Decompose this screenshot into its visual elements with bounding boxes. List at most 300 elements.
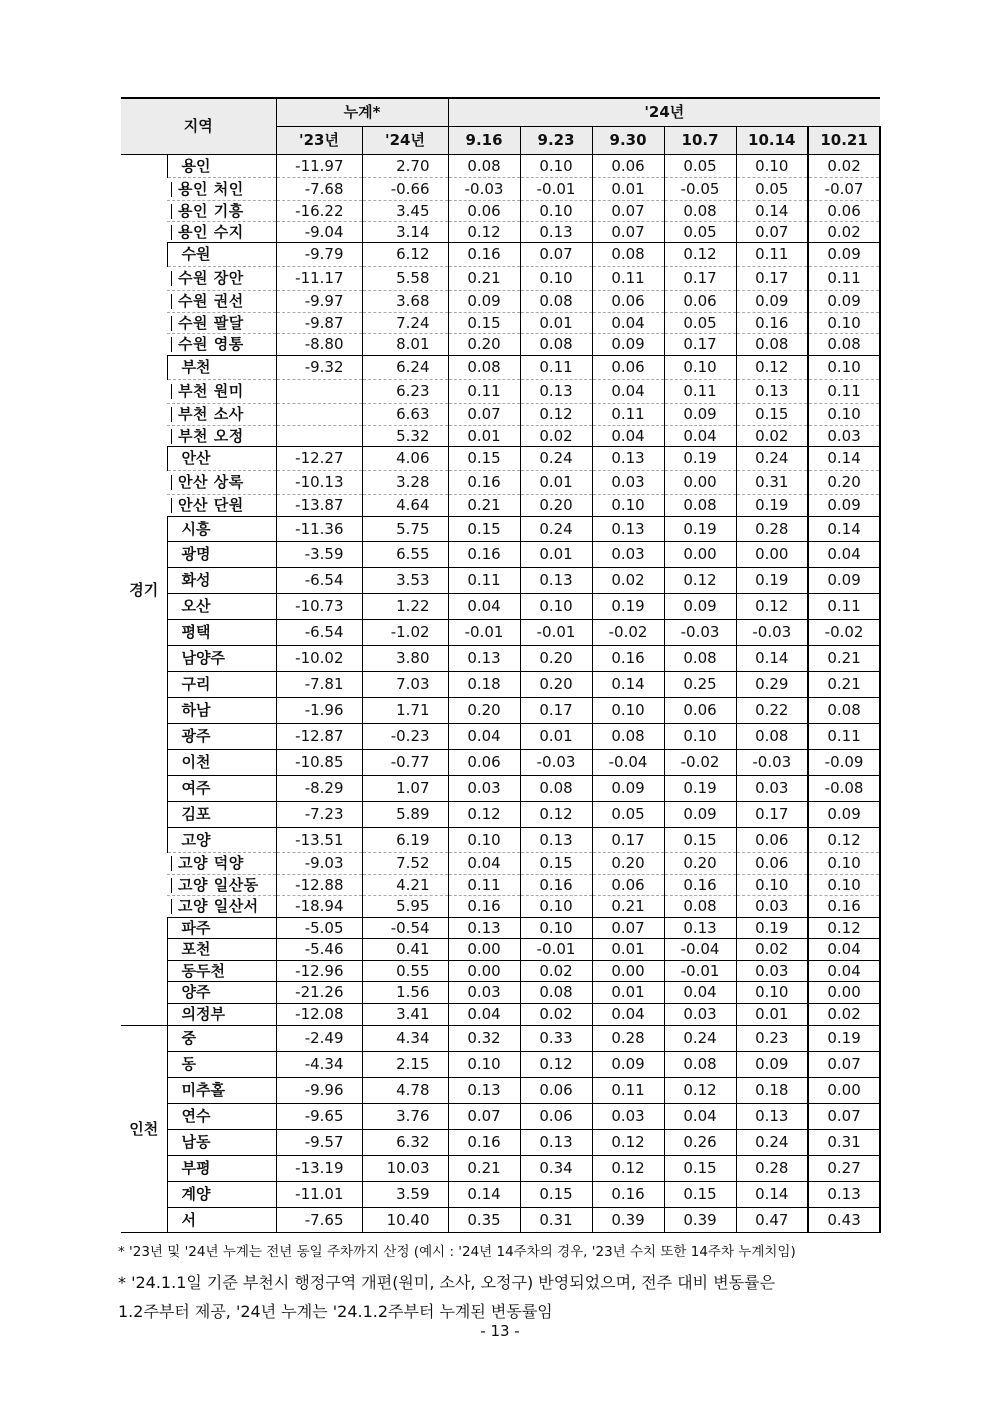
weekly-change-value: 0.17 (664, 267, 736, 291)
weekly-change-value: 0.02 (520, 426, 592, 447)
cumulative-value: -4.34 (276, 1052, 362, 1078)
cumulative-value: 6.55 (362, 542, 448, 568)
weekly-change-value: 0.09 (664, 802, 736, 828)
cumulative-value: 8.01 (362, 334, 448, 356)
district-name (167, 875, 276, 896)
table-row (121, 517, 880, 542)
cumulative-value: -6.54 (276, 568, 362, 594)
weekly-change-value: 0.19 (664, 517, 736, 542)
city-name: 하남 (167, 698, 276, 724)
table-row (121, 1078, 880, 1104)
weekly-change-value: 0.28 (736, 1156, 808, 1182)
region-label: 경기 (121, 155, 167, 1026)
weekly-change-value: -0.01 (520, 178, 592, 201)
weekly-change-value: 0.12 (448, 802, 520, 828)
weekly-change-value: 0.21 (808, 646, 880, 672)
cumulative-value: -12.96 (276, 961, 362, 982)
city-name: 광명 (167, 542, 276, 568)
table-row (121, 802, 880, 828)
weekly-change-value: 0.25 (664, 672, 736, 698)
cumulative-value: -9.65 (276, 1104, 362, 1130)
cumulative-value (276, 380, 362, 404)
weekly-change-value: 0.06 (448, 750, 520, 776)
weekly-change-value: 0.08 (808, 698, 880, 724)
table-row (121, 875, 880, 896)
table-row (121, 776, 880, 802)
weekly-change-value: 0.16 (448, 243, 520, 267)
cumulative-value: 2.15 (362, 1052, 448, 1078)
week-col-header: 10.21 (808, 127, 880, 155)
city-name: 광주 (167, 724, 276, 750)
weekly-change-value: 0.04 (592, 426, 664, 447)
weekly-change-value: 0.13 (448, 646, 520, 672)
weekly-change-value: 0.01 (592, 982, 664, 1004)
weekly-change-value: 0.01 (520, 724, 592, 750)
table-row (121, 724, 880, 750)
cumulative-value: -2.49 (276, 1026, 362, 1052)
weekly-change-value: 0.10 (520, 918, 592, 939)
weekly-change-value: -0.04 (664, 939, 736, 961)
cumulative-value: 5.32 (362, 426, 448, 447)
weekly-change-value: 0.13 (448, 1078, 520, 1104)
table-row (121, 918, 880, 939)
cumulative-value: -11.97 (276, 155, 362, 178)
price-change-table (121, 97, 881, 1233)
district-label: 수원 권선 (171, 294, 244, 309)
weekly-change-value: 0.13 (448, 918, 520, 939)
weekly-change-value: 0.04 (448, 853, 520, 875)
weekly-change-value: 0.02 (808, 155, 880, 178)
table-row (121, 426, 880, 447)
weekly-change-value: 0.02 (808, 222, 880, 243)
weekly-change-value: 0.09 (736, 291, 808, 313)
weekly-change-value: 0.04 (664, 426, 736, 447)
weekly-change-value: 0.20 (520, 646, 592, 672)
cumulative-value: 7.52 (362, 853, 448, 875)
weekly-change-value: 0.04 (448, 594, 520, 620)
cum-col-header: '24년 (362, 127, 448, 155)
weekly-change-value: 0.00 (808, 1078, 880, 1104)
city-name: 미추홀 (167, 1078, 276, 1104)
cumulative-value: 1.22 (362, 594, 448, 620)
table-row (121, 961, 880, 982)
table-row (121, 243, 880, 267)
weekly-change-value: 0.08 (736, 334, 808, 356)
weekly-change-value: 0.00 (448, 961, 520, 982)
weekly-change-value: 0.11 (808, 724, 880, 750)
district-label: 수원 영통 (171, 337, 244, 352)
weekly-change-value: 0.04 (808, 542, 880, 568)
city-name: 오산 (167, 594, 276, 620)
weekly-change-value: 0.16 (448, 471, 520, 495)
cumulative-value: -7.68 (276, 178, 362, 201)
weekly-change-value: 0.14 (808, 447, 880, 471)
weekly-change-value: 0.08 (664, 646, 736, 672)
weekly-change-value: 0.11 (448, 875, 520, 896)
table-row (121, 853, 880, 875)
weekly-change-value: 0.19 (664, 776, 736, 802)
cumulative-value: 6.23 (362, 380, 448, 404)
weekly-change-value: 0.00 (664, 542, 736, 568)
weekly-change-value: 0.06 (664, 698, 736, 724)
cumulative-value: 0.41 (362, 939, 448, 961)
weekly-change-value: 0.15 (664, 1182, 736, 1208)
weekly-change-value: 0.10 (736, 982, 808, 1004)
cumulative-value: -1.02 (362, 620, 448, 646)
cumulative-value: -9.57 (276, 1130, 362, 1156)
weekly-change-value: 0.08 (592, 724, 664, 750)
weekly-change-value: 0.08 (664, 201, 736, 222)
weekly-change-value: 0.09 (808, 291, 880, 313)
weekly-change-value: 0.05 (664, 313, 736, 334)
city-name: 파주 (167, 918, 276, 939)
cumulative-value: -0.54 (362, 918, 448, 939)
weekly-change-value: 0.14 (448, 1182, 520, 1208)
weekly-change-value: 0.11 (592, 267, 664, 291)
cumulative-value: -10.02 (276, 646, 362, 672)
weekly-change-value: 0.04 (808, 961, 880, 982)
cumulative-value: 3.68 (362, 291, 448, 313)
weekly-change-value: 0.02 (592, 568, 664, 594)
weekly-change-value: 0.03 (448, 776, 520, 802)
weekly-change-value: 0.12 (736, 356, 808, 380)
cumulative-value: -18.94 (276, 896, 362, 918)
weekly-change-value: 0.27 (808, 1156, 880, 1182)
weekly-change-value: 0.10 (448, 828, 520, 853)
weekly-change-value: 0.28 (736, 517, 808, 542)
cumulative-value: 5.95 (362, 896, 448, 918)
weekly-change-value: 0.01 (520, 471, 592, 495)
weekly-change-value: 0.09 (808, 568, 880, 594)
cumulative-value: -7.81 (276, 672, 362, 698)
weekly-change-value: 0.11 (520, 356, 592, 380)
weekly-change-value: 0.10 (448, 1052, 520, 1078)
weekly-change-value: 0.10 (808, 404, 880, 426)
table-row (121, 1156, 880, 1182)
cumulative-value: 10.40 (362, 1208, 448, 1233)
weekly-change-value: 0.19 (664, 447, 736, 471)
weekly-change-value: 0.09 (808, 495, 880, 517)
district-label: 용인 수지 (171, 225, 244, 240)
weekly-change-value: -0.01 (448, 620, 520, 646)
weekly-change-value: 0.03 (592, 471, 664, 495)
weekly-change-value: 0.10 (520, 155, 592, 178)
weekly-change-value: 0.06 (520, 1078, 592, 1104)
cumulative-value: 5.58 (362, 267, 448, 291)
cumulative-value: 3.14 (362, 222, 448, 243)
weekly-change-value: 0.17 (520, 698, 592, 724)
weekly-change-value: 0.02 (520, 1004, 592, 1026)
weekly-change-value: 0.20 (448, 698, 520, 724)
weekly-change-value: 0.22 (736, 698, 808, 724)
cumulative-value: -12.27 (276, 447, 362, 471)
cumulative-value: -13.51 (276, 828, 362, 853)
weekly-change-value: 0.08 (808, 334, 880, 356)
weekly-change-value: 0.09 (592, 776, 664, 802)
cumulative-value: 3.80 (362, 646, 448, 672)
table-row (121, 620, 880, 646)
cumulative-value: 3.53 (362, 568, 448, 594)
district-name (167, 222, 276, 243)
weekly-change-value: 0.12 (520, 802, 592, 828)
cumulative-value: -11.17 (276, 267, 362, 291)
weekly-change-value: 0.00 (808, 982, 880, 1004)
table-row (121, 828, 880, 853)
cumulative-value: -7.65 (276, 1208, 362, 1233)
weekly-change-value: 0.05 (664, 222, 736, 243)
table-row (121, 267, 880, 291)
weekly-change-value: 0.09 (664, 594, 736, 620)
city-name: 이천 (167, 750, 276, 776)
district-label: 용인 기흥 (171, 204, 244, 219)
district-label: 고양 일산서 (171, 899, 259, 914)
weekly-change-value: 0.09 (808, 243, 880, 267)
weekly-change-value: 0.10 (520, 267, 592, 291)
weekly-change-value: 0.05 (592, 802, 664, 828)
weekly-change-value: 0.16 (448, 1130, 520, 1156)
weekly-change-value: 0.14 (736, 1182, 808, 1208)
weekly-change-value: 0.13 (592, 517, 664, 542)
weekly-change-value: 0.20 (520, 672, 592, 698)
weekly-change-value: 0.20 (592, 853, 664, 875)
weekly-change-value: 0.15 (664, 828, 736, 853)
cumulative-value: 6.63 (362, 404, 448, 426)
district-label: 부천 소사 (171, 407, 244, 422)
city-name: 포천 (167, 939, 276, 961)
cumulative-value: -9.97 (276, 291, 362, 313)
city-name: 김포 (167, 802, 276, 828)
weekly-change-value: 0.04 (448, 724, 520, 750)
cumulative-value: 4.06 (362, 447, 448, 471)
weekly-change-value: 0.24 (520, 517, 592, 542)
table-row (121, 471, 880, 495)
weekly-change-value: -0.04 (592, 750, 664, 776)
weekly-change-value: 0.08 (520, 776, 592, 802)
weekly-change-value: 0.01 (592, 178, 664, 201)
weekly-change-value: 0.02 (736, 426, 808, 447)
weekly-change-value: 0.17 (736, 267, 808, 291)
weekly-change-value: 0.01 (448, 426, 520, 447)
district-label: 고양 덕양 (171, 856, 244, 871)
weekly-change-value: -0.03 (736, 750, 808, 776)
weekly-change-value: 0.13 (592, 447, 664, 471)
weekly-change-value: 0.07 (736, 222, 808, 243)
cumulative-value: 1.07 (362, 776, 448, 802)
cumulative-value: -13.19 (276, 1156, 362, 1182)
cumulative-value: -9.04 (276, 222, 362, 243)
weekly-change-value: 0.06 (520, 1104, 592, 1130)
weekly-change-value: 0.10 (808, 356, 880, 380)
weekly-change-value: -0.02 (592, 620, 664, 646)
cumulative-value: 10.03 (362, 1156, 448, 1182)
weekly-change-value: 0.35 (448, 1208, 520, 1233)
table-row (121, 982, 880, 1004)
weekly-change-value: 0.13 (664, 918, 736, 939)
cumulative-value: 4.34 (362, 1026, 448, 1052)
cumulative-value: -5.05 (276, 918, 362, 939)
weekly-change-value: 0.39 (592, 1208, 664, 1233)
weekly-change-value: 0.01 (736, 1004, 808, 1026)
cumulative-value: -9.32 (276, 356, 362, 380)
weekly-change-value: -0.03 (736, 620, 808, 646)
cumulative-value: 6.12 (362, 243, 448, 267)
city-name: 남동 (167, 1130, 276, 1156)
city-name: 평택 (167, 620, 276, 646)
weekly-change-value: -0.09 (808, 750, 880, 776)
weekly-change-value: 0.11 (664, 380, 736, 404)
weekly-change-value: 0.03 (736, 776, 808, 802)
district-name (167, 267, 276, 291)
cumulative-value: 6.32 (362, 1130, 448, 1156)
weekly-change-value: 0.20 (664, 853, 736, 875)
weekly-change-value: 0.17 (664, 334, 736, 356)
weekly-change-value: 0.14 (736, 646, 808, 672)
table-row (121, 568, 880, 594)
weekly-change-value: 0.12 (520, 404, 592, 426)
city-name: 안산 (167, 447, 276, 471)
cumulative-value: 6.19 (362, 828, 448, 853)
weekly-change-value: 0.06 (664, 291, 736, 313)
city-name: 양주 (167, 982, 276, 1004)
weekly-change-value: 0.26 (664, 1130, 736, 1156)
cumulative-value: -10.13 (276, 471, 362, 495)
table-row (121, 313, 880, 334)
weekly-change-value: -0.05 (664, 178, 736, 201)
weekly-change-value: 0.07 (448, 1104, 520, 1130)
weekly-change-value: -0.02 (664, 750, 736, 776)
cumulative-value: 3.28 (362, 471, 448, 495)
weekly-change-value: -0.01 (520, 620, 592, 646)
weekly-change-value: 0.18 (736, 1078, 808, 1104)
table-row (121, 155, 880, 178)
weekly-change-value: 0.04 (592, 313, 664, 334)
weekly-change-value: 0.21 (448, 495, 520, 517)
week-col-header: 9.30 (592, 127, 664, 155)
city-name: 연수 (167, 1104, 276, 1130)
weekly-change-value: 0.16 (448, 542, 520, 568)
table-row (121, 594, 880, 620)
cumulative-value: 7.24 (362, 313, 448, 334)
weekly-change-value: 0.19 (808, 1026, 880, 1052)
cumulative-value: -9.03 (276, 853, 362, 875)
district-label: 안산 단원 (171, 498, 244, 513)
table-row (121, 646, 880, 672)
district-name (167, 404, 276, 426)
cumulative-value: -12.87 (276, 724, 362, 750)
district-name (167, 896, 276, 918)
table-row (121, 1052, 880, 1078)
weekly-change-value: 0.10 (592, 495, 664, 517)
cumulative-value: 5.75 (362, 517, 448, 542)
cumulative-value: -13.87 (276, 495, 362, 517)
weekly-change-value: 0.31 (520, 1208, 592, 1233)
weekly-change-value: -0.07 (808, 178, 880, 201)
table-row (121, 291, 880, 313)
weekly-change-value: 0.07 (808, 1052, 880, 1078)
district-name (167, 853, 276, 875)
district-label: 수원 장안 (171, 271, 244, 286)
weekly-change-value: 0.06 (592, 291, 664, 313)
cumulative-value: -12.88 (276, 875, 362, 896)
weekly-change-value: 0.13 (736, 1104, 808, 1130)
weekly-change-value: 0.06 (592, 875, 664, 896)
weekly-change-value: 0.09 (448, 291, 520, 313)
city-name: 남양주 (167, 646, 276, 672)
weekly-change-value: 0.09 (736, 1052, 808, 1078)
weekly-change-value: 0.00 (664, 471, 736, 495)
weekly-change-value: 0.12 (664, 568, 736, 594)
table-row (121, 222, 880, 243)
cumulative-value (276, 426, 362, 447)
cumulative-value: -10.85 (276, 750, 362, 776)
table-row (121, 698, 880, 724)
weekly-change-value: 0.31 (736, 471, 808, 495)
weekly-change-value: 0.06 (736, 828, 808, 853)
table-row (121, 404, 880, 426)
weekly-change-value: 0.19 (736, 495, 808, 517)
weekly-change-value: 0.06 (592, 356, 664, 380)
table-row (121, 939, 880, 961)
cumulative-value: -11.01 (276, 1182, 362, 1208)
cumulative-value: 3.41 (362, 1004, 448, 1026)
region-label: 인천 (121, 1026, 167, 1233)
weekly-change-value: 0.04 (664, 1104, 736, 1130)
weekly-change-value: 0.04 (664, 982, 736, 1004)
table-body (121, 155, 880, 1233)
weekly-change-value: 0.05 (664, 155, 736, 178)
weekly-change-value: 0.16 (808, 896, 880, 918)
weekly-change-value: 0.10 (520, 201, 592, 222)
weekly-change-value: 0.10 (736, 875, 808, 896)
cumulative-value: -0.77 (362, 750, 448, 776)
table-row (121, 178, 880, 201)
weekly-change-value: 0.31 (808, 1130, 880, 1156)
weekly-change-value: 0.43 (808, 1208, 880, 1233)
weekly-change-value: 0.16 (592, 646, 664, 672)
weekly-change-value: 0.13 (520, 568, 592, 594)
weekly-change-value: 0.03 (808, 426, 880, 447)
weekly-change-value: 0.12 (664, 1078, 736, 1104)
table-row (121, 1182, 880, 1208)
table-row (121, 750, 880, 776)
weekly-change-value: 0.09 (592, 334, 664, 356)
city-name: 부천 (167, 356, 276, 380)
table-row (121, 542, 880, 568)
weekly-change-value: 0.06 (592, 155, 664, 178)
weekly-change-value: 0.12 (448, 222, 520, 243)
weekly-change-value: 0.10 (520, 594, 592, 620)
cumulative-value: 4.78 (362, 1078, 448, 1104)
weekly-change-value: 0.15 (520, 1182, 592, 1208)
district-label: 부천 오정 (171, 429, 244, 444)
district-name (167, 291, 276, 313)
weekly-change-value: 0.08 (448, 356, 520, 380)
weekly-change-value: 0.03 (592, 1104, 664, 1130)
weekly-change-value: 0.16 (592, 1182, 664, 1208)
weekly-change-value: 0.01 (520, 313, 592, 334)
district-label: 수원 팔달 (171, 316, 244, 331)
week-col-header: 9.16 (448, 127, 520, 155)
weekly-change-value: 0.04 (592, 1004, 664, 1026)
cumulative-header: 누계* (276, 98, 448, 127)
cumulative-value: 6.24 (362, 356, 448, 380)
weekly-change-value: 0.16 (448, 896, 520, 918)
weekly-change-value: 0.08 (736, 724, 808, 750)
page-number: - 13 - (480, 1322, 520, 1340)
cumulative-value: -16.22 (276, 201, 362, 222)
weekly-change-value: 0.07 (592, 201, 664, 222)
weekly-change-value: 0.08 (592, 243, 664, 267)
